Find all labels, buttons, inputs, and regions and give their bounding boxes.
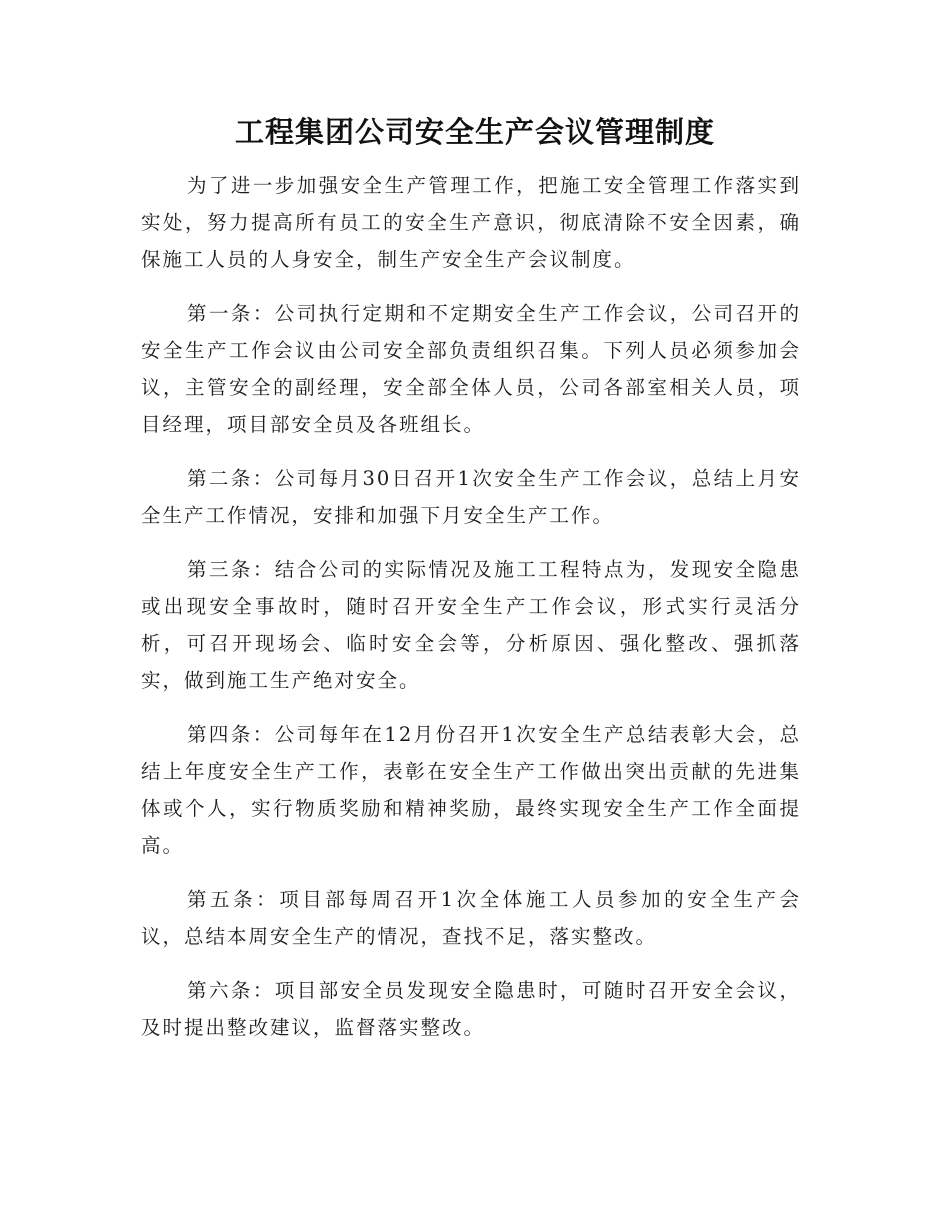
paragraph-article-1: 第一条：公司执行定期和不定期安全生产工作会议，公司召开的安全生产工作会议由公司安全部负责组织召集。下列人员必须参加会议，主管安全的副经理，安全部全体人员，公司各部室相关人员，项目经理，项目部安全员及各班组长。 <box>141 302 801 436</box>
paragraph-article-4: 第四条：公司每年在12月份召开1次安全生产总结表彰大会，总结上年度安全生产工作，表彰在安全生产工作做出突出贡献的先进集体或个人，实行物质奖励和精神奖励，最终实现安全生产工作全面提高。 <box>141 723 801 857</box>
document-body <box>141 167 801 1063</box>
paragraph-article-3: 第三条：结合公司的实际情况及施工工程特点为，发现安全隐患或出现安全事故时，随时召开安全生产工作会议，形式实行灵活分析，可召开现场会、临时安全会等，分析原因、强化整改、强抓落实，做到施工生产绝对安全。 <box>141 558 801 692</box>
paragraph-article-2: 第二条：公司每月30日召开1次安全生产工作会议，总结上月安全生产工作情况，安排和加强下月安全生产工作。 <box>141 467 801 527</box>
document-title: 工程集团公司安全生产会议管理制度 <box>234 115 715 149</box>
paragraph-article-6: 第六条：项目部安全员发现安全隐患时，可随时召开安全会议，及时提出整改建议，监督落实整改。 <box>141 979 801 1039</box>
paragraph-intro: 为了进一步加强安全生产管理工作，把施工安全管理工作落实到实处，努力提高所有员工的安全生产意识，彻底清除不安全因素，确保施工人员的人身安全，制生产安全生产会议制度。 <box>141 174 801 271</box>
paragraph-article-5: 第五条：项目部每周召开1次全体施工人员参加的安全生产会议，总结本周安全生产的情况，查找不足，落实整改。 <box>141 888 801 948</box>
